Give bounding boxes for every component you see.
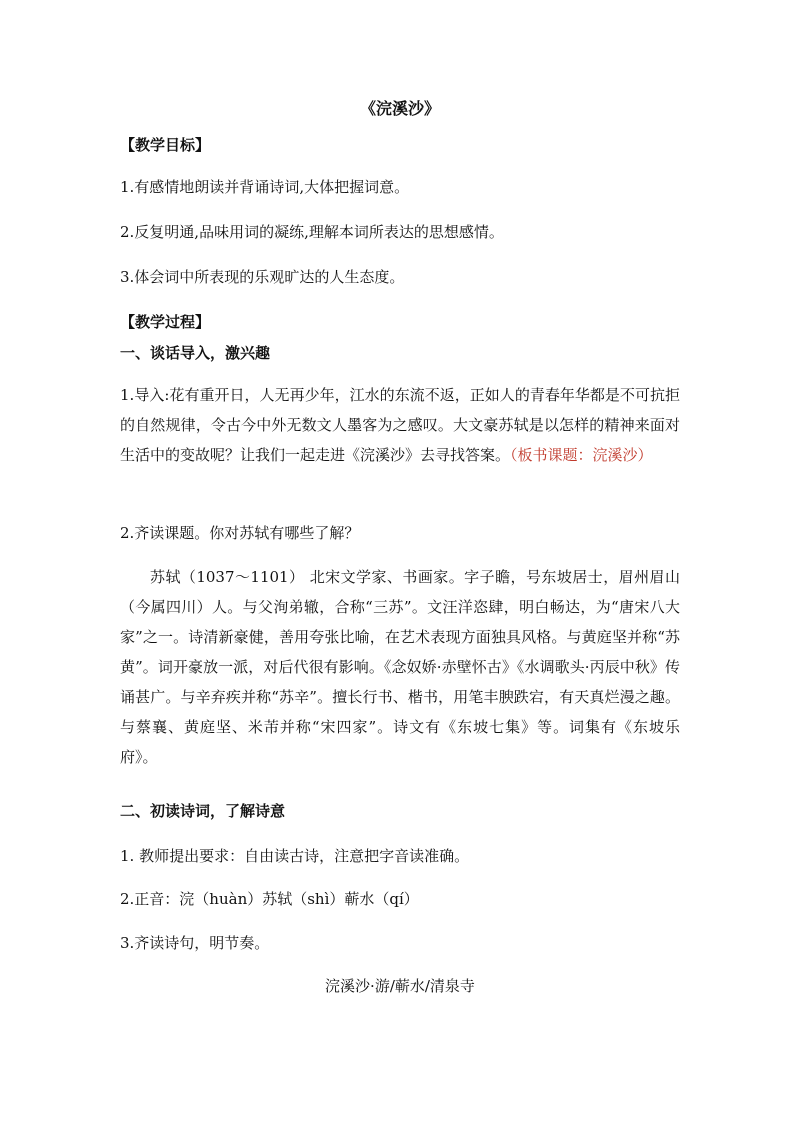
objective-item-1: 1.有感情地朗读并背诵诗词,大体把握词意。 (120, 178, 410, 196)
su-shi-bio-paragraph: 苏轼（1037～1101） 北宋文学家、书画家。字子瞻，号东坡居士，眉州眉山（今属四川）人。与父洵弟辙，合称“三苏”。文汪洋恣肆，明白畅达，为“唐宋八大家”之一。诗清新豪健，善用夸张比喻，在艺术表现方面独具风格。与黄庭坚并称“苏黄”。词开豪放一派，对后代很有影响。《念奴娇·赤壁怀古》《水调歌头·丙辰中秋》传诵甚广。与辛弃疾并称“苏辛”。擅长行书、楷书，用笔丰腴跌宕，有天真烂漫之趣。与蔡襄、黄庭坚、米芾并称“宋四家”。诗文有《东坡七集》等。词集有《东坡乐府》。 (120, 568, 680, 766)
section-1-heading: 一、谈话导入，激兴趣 (120, 344, 271, 362)
section-2-item-1: 1. 教师提出要求：自由读古诗，注意把字音读准确。 (120, 847, 470, 865)
objective-item-3: 3.体会词中所表现的乐观旷达的人生态度。 (120, 268, 405, 286)
section-2-item-2: 2.正音：浣（huàn）苏轼（shì）蕲水（qí） (120, 890, 419, 908)
section-2-heading: 二、初读诗词，了解诗意 (120, 802, 286, 820)
section-2-item-3: 3.齐读诗句，明节奏。 (120, 934, 270, 952)
objective-item-2: 2.反复明通,品味用词的凝练,理解本词所表达的思想感情。 (120, 223, 504, 241)
intro-text: 1.导入:花有重开日，人无再少年，江水的东流不返，正如人的青春年华都是不可抗拒的自然规律，令古今中外无数文人墨客为之感叹。大文豪苏轼是以怎样的精神来面对生活中的变故呢？让我们一起走进《浣溪沙》去寻找答案。 (120, 386, 680, 464)
process-heading: 【教学过程】 (120, 313, 211, 331)
objectives-heading: 【教学目标】 (120, 136, 211, 154)
poem-title: 浣溪沙·游/蕲水/清泉寺 (325, 977, 475, 995)
intro-paragraph (120, 380, 680, 470)
board-note: （板书课题：浣溪沙） (510, 446, 653, 464)
document-title: 《浣溪沙》 (359, 99, 440, 118)
section-1-item-2: 2.齐读课题。你对苏轼有哪些了解？ (120, 524, 360, 542)
